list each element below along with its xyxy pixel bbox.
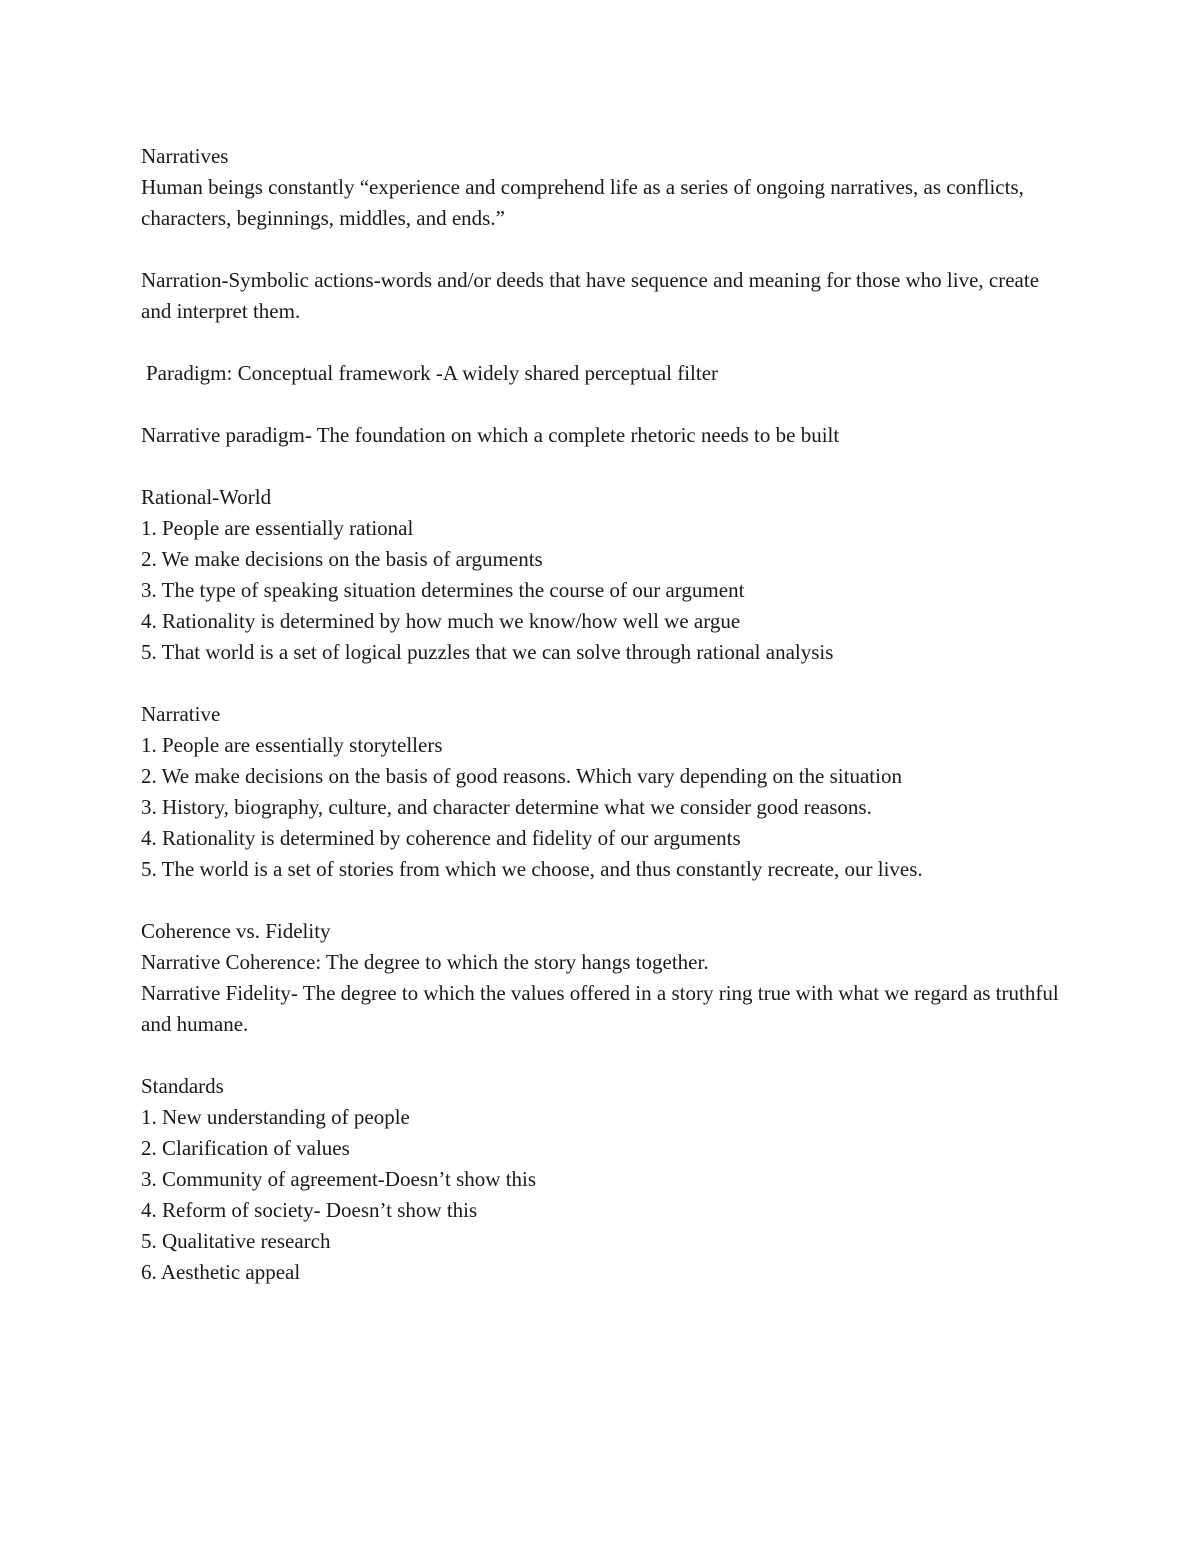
narration-text: Narration-Symbolic actions-words and/or deeds that have sequence and meaning for those who live, create and interpret them. xyxy=(141,268,1040,323)
narrative-list xyxy=(141,730,1061,885)
paradigm-text: Paradigm: Conceptual framework -A widely shared perceptual filter xyxy=(146,361,719,385)
list-item: 1. New understanding of people xyxy=(141,1105,410,1129)
rational-world-list xyxy=(141,513,1061,668)
list-item: 3. History, biography, culture, and character determine what we consider good reasons. xyxy=(141,795,872,819)
list-item: 5. The world is a set of stories from which we choose, and thus constantly recreate, our lives. xyxy=(141,857,923,881)
list-item: 3. The type of speaking situation determines the course of our argument xyxy=(141,578,745,602)
list-item: 1. People are essentially storytellers xyxy=(141,733,443,757)
list-item: 4. Reform of society- Doesn’t show this xyxy=(141,1198,478,1222)
list-item: 5. That world is a set of logical puzzles that we can solve through rational analysis xyxy=(141,640,834,664)
spacer xyxy=(141,389,1061,420)
rational-world-heading: Rational-World xyxy=(141,485,272,509)
list-item: 6. Aesthetic appeal xyxy=(141,1260,301,1284)
spacer xyxy=(141,327,1061,358)
spacer xyxy=(141,1040,1061,1071)
list-item: 2. We make decisions on the basis of good reasons. Which vary depending on the situation xyxy=(141,764,902,788)
narrative-paradigm-text: Narrative paradigm- The foundation on which a complete rhetoric needs to be built xyxy=(141,423,840,447)
narratives-heading: Narratives xyxy=(141,144,229,168)
spacer xyxy=(141,668,1061,699)
narratives-text: Human beings constantly “experience and comprehend life as a series of ongoing narratives, as conflicts, characters, beginnings, middles, and ends.” xyxy=(141,175,1024,230)
narrative-coherence-text: Narrative Coherence: The degree to which the story hangs together. xyxy=(141,950,709,974)
list-item: 1. People are essentially rational xyxy=(141,516,414,540)
list-item: 3. Community of agreement-Doesn’t show this xyxy=(141,1167,537,1191)
standards-list xyxy=(141,1102,1061,1288)
spacer xyxy=(141,234,1061,265)
spacer xyxy=(141,885,1061,916)
list-item: 5. Qualitative research xyxy=(141,1229,331,1253)
list-item: 4. Rationality is determined by how much we know/how well we argue xyxy=(141,609,741,633)
list-item: 2. Clarification of values xyxy=(141,1136,350,1160)
standards-heading: Standards xyxy=(141,1074,224,1098)
list-item: 4. Rationality is determined by coherence and fidelity of our arguments xyxy=(141,826,741,850)
narrative-heading: Narrative xyxy=(141,702,221,726)
coherence-fidelity-heading: Coherence vs. Fidelity xyxy=(141,919,331,943)
list-item: 2. We make decisions on the basis of arguments xyxy=(141,547,543,571)
document-page xyxy=(141,141,1061,1288)
narrative-fidelity-text: Narrative Fidelity- The degree to which the values offered in a story ring true with what we regard as truthful and humane. xyxy=(141,981,1059,1036)
spacer xyxy=(141,451,1061,482)
